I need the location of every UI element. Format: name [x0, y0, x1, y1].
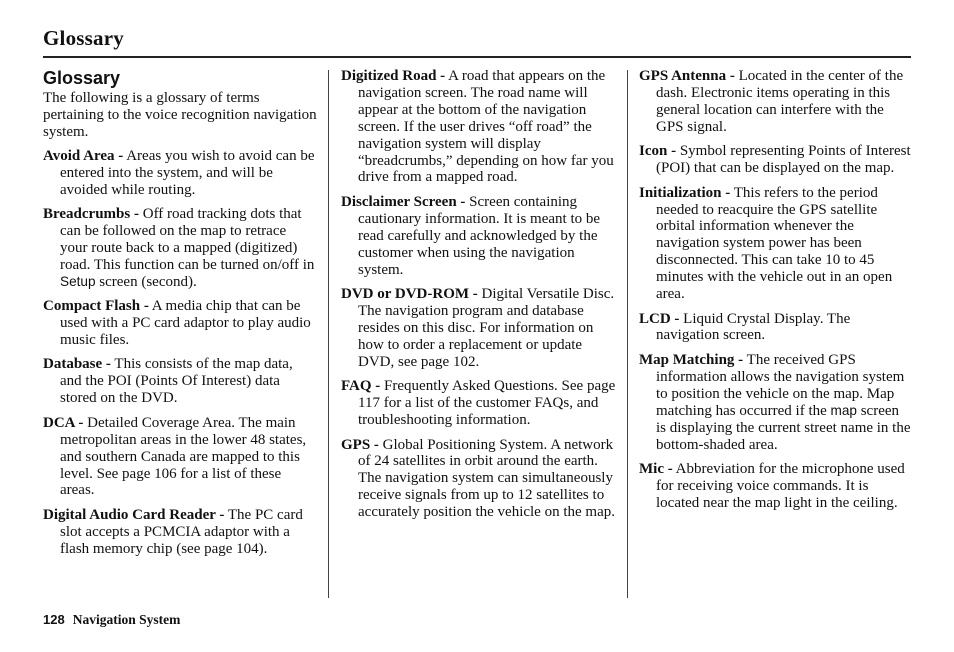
glossary-term: LCD -	[639, 310, 680, 327]
glossary-entry	[639, 352, 911, 453]
glossary-term: DVD or DVD-ROM -	[341, 286, 478, 303]
glossary-definition: This refers to the period needed to reacquire the GPS satellite orbital information whenever the navigation system power has been disconnected. This can take 10 to 45 minutes with the vehicle out in an open area.	[656, 184, 893, 303]
page-title: Glossary	[43, 26, 124, 50]
glossary-definition: Located in the center of the dash. Electronic items operating in this general location can interfere with the GPS signal.	[656, 68, 904, 135]
glossary-definition: Liquid Crystal Display. The navigation screen.	[656, 310, 851, 344]
glossary-entry	[341, 437, 616, 522]
glossary-term: Map Matching -	[639, 351, 744, 368]
glossary-term: Digital Audio Card Reader -	[43, 506, 225, 523]
glossary-entry	[639, 68, 911, 136]
glossary-entry	[639, 143, 911, 177]
glossary-term: Compact Flash -	[43, 298, 149, 315]
glossary-entry	[639, 311, 911, 345]
glossary-column-1	[43, 68, 317, 565]
glossary-definition-end: screen is displaying the current street name in the bottom-shaded area.	[656, 402, 911, 453]
glossary-definition: Off road tracking dots that can be followed on the map to retrace your route back to a mapped (digitized) road. This function can be turned on/off in	[60, 206, 315, 273]
glossary-entry	[341, 68, 616, 186]
glossary-column-3	[639, 68, 911, 519]
glossary-term: GPS -	[341, 436, 379, 453]
glossary-definition: Symbol representing Points of Interest (POI) that can be displayed on the map.	[656, 143, 911, 177]
title-rule	[43, 56, 911, 58]
ui-screen-name: map	[830, 402, 857, 418]
section-heading: Glossary	[43, 68, 121, 88]
glossary-term: Digitized Road -	[341, 68, 446, 84]
glossary-entry	[341, 378, 616, 429]
column-divider	[627, 70, 628, 598]
glossary-definition: The PC card slot accepts a PCMCIA adaptor with a flash memory chip (see page 104).	[60, 506, 303, 557]
ui-screen-name: Setup	[60, 273, 96, 289]
glossary-definition: Detailed Coverage Area. The main metropolitan areas in the lower 48 states, and southern Canada are mapped to this level. See page 106 for a list of these areas.	[60, 414, 307, 499]
glossary-entry	[43, 507, 317, 558]
glossary-term: Initialization -	[639, 184, 731, 201]
page-number: 128	[43, 612, 65, 627]
glossary-entry	[341, 194, 616, 279]
glossary-entry	[639, 185, 911, 303]
glossary-term: Disclaimer Screen -	[341, 193, 466, 210]
glossary-entry	[341, 286, 616, 371]
glossary-definition: The received GPS information allows the navigation system to position the vehicle on the map. Map matching has occurred if the	[656, 351, 905, 419]
section-intro: The following is a glossary of terms pertaining to the voice recognition navigation system.	[43, 90, 317, 140]
glossary-column-2	[341, 68, 616, 529]
glossary-definition: Frequently Asked Questions. See page 117 for a list of the customer FAQs, and troubleshooting information.	[358, 378, 616, 428]
glossary-entry	[639, 461, 911, 512]
glossary-term: GPS Antenna -	[639, 68, 735, 84]
glossary-entry	[43, 148, 317, 199]
glossary-definition: A media chip that can be used with a PC card adaptor to play audio music files.	[60, 298, 311, 348]
glossary-definition: Digital Versatile Disc. The navigation program and database resides on this disc. For information on how to order a replacement or update DVD, see page 102.	[358, 286, 615, 370]
glossary-definition: Areas you wish to avoid can be entered into the system, and will be avoided while routing.	[60, 147, 315, 198]
column-divider	[328, 70, 329, 598]
glossary-term: Database -	[43, 356, 111, 373]
glossary-definition: Global Positioning System. A network of 24 satellites in orbit around the earth. The navigation system can simultaneously receive signals from up to 12 satellites to accurately position the vehicle on the map.	[358, 436, 615, 521]
glossary-entry	[43, 415, 317, 500]
glossary-definition: Screen containing cautionary information. It is meant to be read carefully and acknowledged by the customer when using the navigation system.	[358, 193, 601, 278]
glossary-term: DCA -	[43, 414, 84, 431]
footer-title: Navigation System	[72, 612, 181, 627]
glossary-term: Mic -	[639, 461, 673, 477]
glossary-definition: A road that appears on the navigation screen. The road name will appear at the bottom of the navigation screen. If the user drives “off road” the navigation system will display “breadcrumbs,” depending on how far you drive from a mapped road.	[358, 68, 614, 186]
page-footer	[43, 612, 180, 628]
glossary-term: Icon -	[639, 143, 677, 160]
glossary-term: FAQ -	[341, 378, 381, 395]
glossary-term: Breadcrumbs -	[43, 206, 139, 223]
glossary-definition-end: screen (second).	[95, 273, 197, 290]
glossary-term: Avoid Area -	[43, 147, 124, 164]
glossary-entry	[43, 298, 317, 349]
glossary-entry	[43, 206, 317, 291]
glossary-definition: Abbreviation for the microphone used for receiving voice commands. It is located near the map light in the ceiling.	[656, 461, 905, 511]
glossary-definition: This consists of the map data, and the POI (Points Of Interest) data stored on the DVD.	[60, 356, 293, 407]
glossary-entry	[43, 356, 317, 407]
